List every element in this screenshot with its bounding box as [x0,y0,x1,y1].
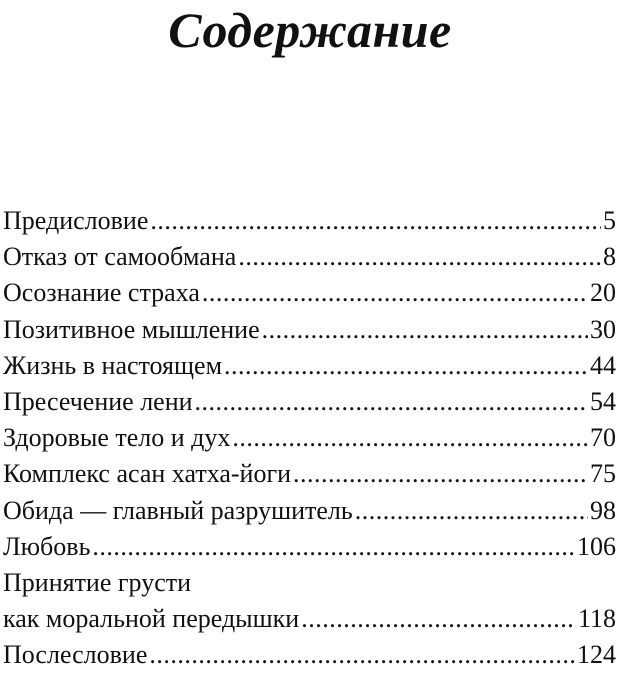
toc-entry-title: Любовь [3,531,91,561]
toc-entry-page: 44 [590,350,616,380]
toc-entry-title: Комплекс асан хатха-йоги [3,459,292,489]
toc-dot-leader [202,275,588,311]
toc-entry[interactable] [3,203,616,239]
toc-entry-page: 118 [577,604,616,634]
toc-entry-page: 75 [590,459,616,489]
toc-dot-leader [262,312,588,348]
toc-entry[interactable] [3,348,616,384]
toc-entry[interactable] [3,312,616,348]
table-of-contents [3,203,616,673]
toc-entry-page: 20 [590,278,616,308]
toc-dot-leader [224,348,588,384]
toc-entry-heading-line[interactable] [3,565,616,601]
toc-entry[interactable] [3,601,616,637]
toc-entry-title: как моральной передышки [3,604,300,634]
toc-entry-page: 30 [590,314,616,344]
toc-dot-leader [293,456,588,492]
toc-dot-leader [232,420,588,456]
toc-entry-title: Отказ от самообмана [3,242,237,272]
toc-entry-title: Пресечение лени [3,386,193,416]
toc-entry-page: 106 [577,531,616,561]
toc-entry-title: Послесловие [3,640,148,670]
toc-entry-page: 70 [590,423,616,453]
toc-entry-title: Жизнь в настоящем [3,350,223,380]
toc-entry-page: 98 [590,495,616,525]
toc-entry[interactable] [3,637,616,673]
toc-entry-title: Обида — главный разрушитель [3,495,353,525]
toc-entry[interactable] [3,529,616,565]
toc-entry-title: Здоровые тело и дух [3,423,231,453]
page-title: Содержание [168,2,452,58]
toc-entry[interactable] [3,239,616,275]
toc-dot-leader [301,601,576,637]
toc-dot-leader [238,239,601,275]
toc-entry-page: 5 [603,206,616,235]
toc-entry[interactable] [3,420,616,456]
toc-entry[interactable] [3,493,616,529]
toc-entry-page: 54 [590,386,616,416]
toc-dot-leader [150,203,601,239]
toc-dot-leader [195,384,588,420]
toc-entry-title: Принятие грусти [3,567,192,597]
toc-dot-leader [92,529,575,565]
toc-entry[interactable] [3,456,616,492]
toc-dot-leader [355,493,588,529]
toc-entry[interactable] [3,275,616,311]
toc-entry-title: Позитивное мышление [3,314,260,344]
toc-entry-page: 124 [577,640,616,670]
toc-entry-page: 8 [603,242,616,272]
toc-entry-title: Предисловие [3,206,149,235]
toc-entry[interactable] [3,384,616,420]
toc-dot-leader [149,637,575,673]
toc-entry-title: Осознание страха [3,278,200,308]
